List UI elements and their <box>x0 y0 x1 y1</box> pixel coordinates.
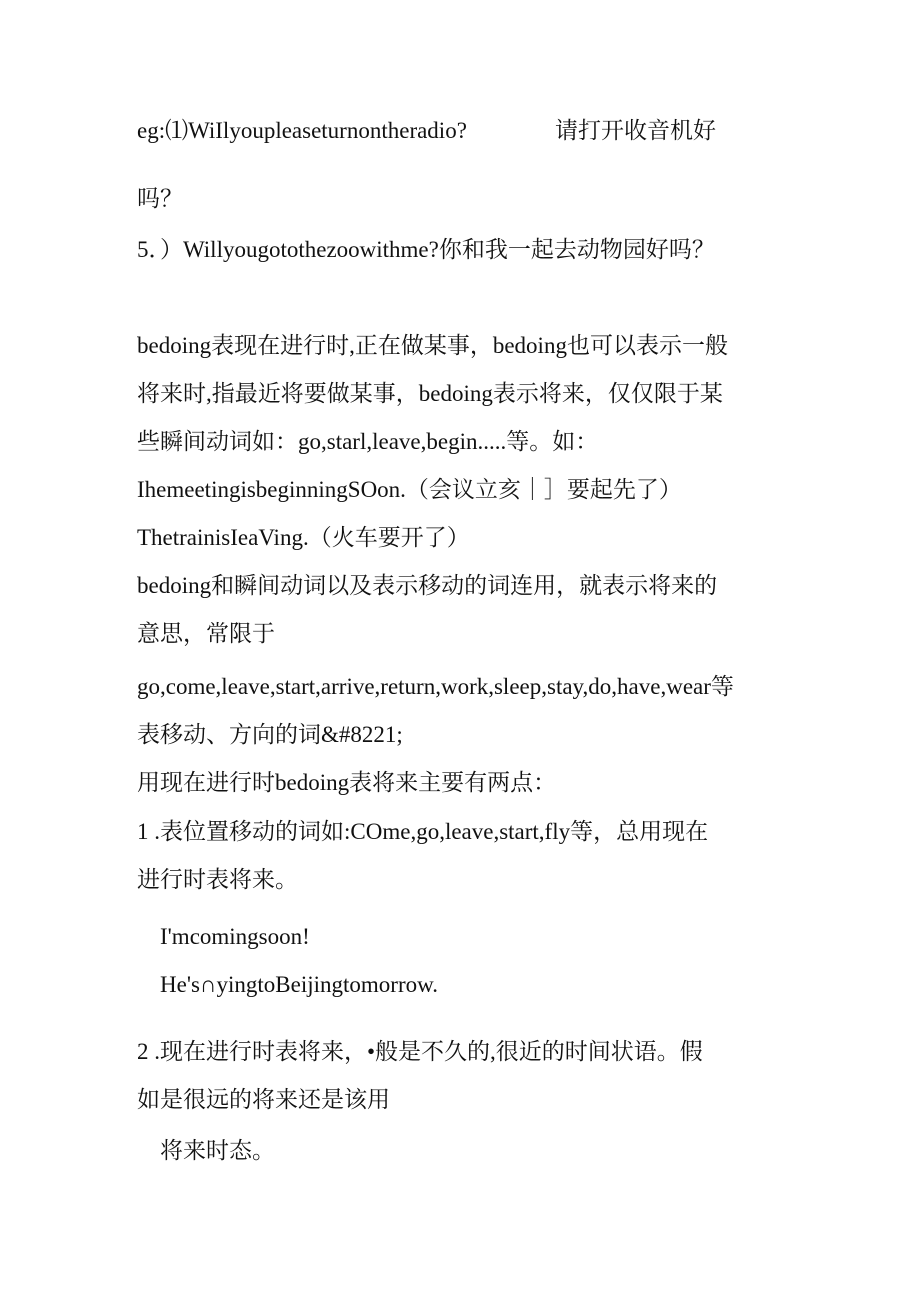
paragraph-line-1: bedoing表现在进行时,正在做某事，bedoing也可以表示一般 <box>137 333 728 358</box>
paragraph-line-2: 将来时,指最近将要做某事，bedoing表示将来，仅仅限于某 <box>137 381 723 406</box>
paragraph-line-9: 表移动、方向的词&#8221; <box>137 722 403 747</box>
point-1-example-1: I'mcomingsoon! <box>160 924 310 949</box>
example-chinese-translation-cont: 吗？ <box>137 186 183 211</box>
example-english-sentence: eg:⑴WiIlyoupleaseturnontheradio? <box>137 118 467 143</box>
point-1-line-1: 1 .表位置移动的词如:COme,go,leave,start,fly等，总用现在 <box>137 819 709 844</box>
paragraph-line-6: bedoing和瞬间动词以及表示移动的词连用，就表示将来的 <box>137 573 718 598</box>
paragraph-line-5: ThetrainisIeaVing.（火车要开了） <box>137 525 470 550</box>
example-line-5: 5．）Willyougotothezoowithme?你和我一起去动物园好吗？ <box>137 237 715 262</box>
point-1-example-2: He's∩yingtoBeijingtomorrow. <box>160 972 438 997</box>
paragraph-line-8: go,come,leave,start,arrive,return,work,sleep,stay,do,have,wear等 <box>137 674 734 699</box>
point-2-line-1: 2 .现在进行时表将来，•般是不久的,很近的时间状语。假 <box>137 1039 703 1064</box>
paragraph-line-4: IhemeetingisbeginningSOon.（会议立亥｜］要起先了） <box>137 477 682 502</box>
example-chinese-translation: 请打开收音机好 <box>555 118 716 143</box>
paragraph-line-3: 些瞬间动词如：go,starl,leave,begin.....等。如： <box>137 429 599 454</box>
point-2-line-3: 将来时态。 <box>160 1138 275 1163</box>
paragraph-line-7: 意思，常限于 <box>137 621 275 646</box>
point-1-line-2: 进行时表将来。 <box>137 867 298 892</box>
point-2-line-2: 如是很远的将来还是该用 <box>137 1087 390 1112</box>
paragraph-line-10: 用现在进行时bedoing表将来主要有两点： <box>137 770 557 795</box>
